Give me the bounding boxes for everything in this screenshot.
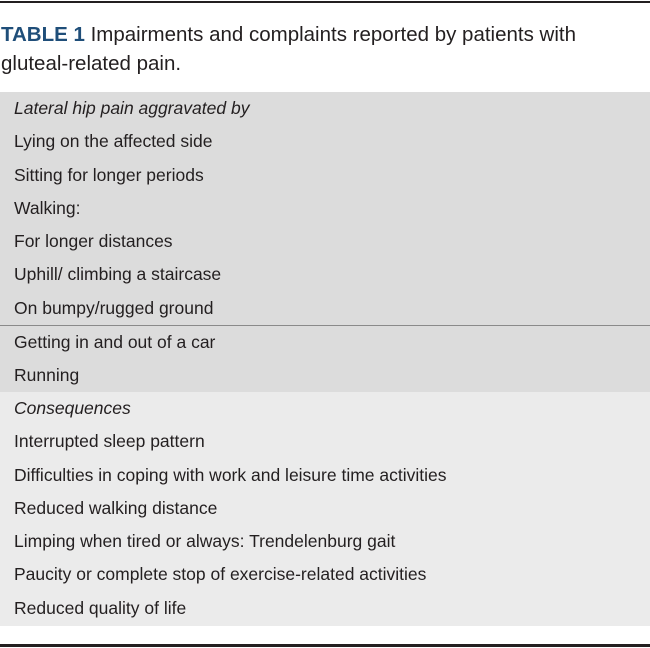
table-row: Lying on the affected side [14,131,213,152]
table-row: Limping when tired or always: Trendelenburg gait [14,531,396,552]
table-top-rule [0,1,650,3]
table-row: Interrupted sleep pattern [14,431,205,452]
section-heading: Lateral hip pain aggravated by [14,98,250,118]
impairments-table [0,92,650,626]
table-row: Running [14,365,80,386]
table-label: TABLE 1 [1,23,85,46]
table-row: Difficulties in coping with work and leisure time activities [14,464,447,485]
section-other-activities [0,325,650,392]
table-row: Reduced walking distance [14,497,218,518]
table-caption [1,20,631,78]
table-row: Reduced quality of life [14,597,187,618]
table-row: Uphill/ climbing a staircase [14,264,222,285]
table-row: On bumpy/rugged ground [14,297,214,318]
table-row: Walking: [14,197,81,218]
table-bottom-rule [0,644,650,647]
table-row: Getting in and out of a car [14,332,216,352]
section-consequences [0,392,650,626]
table-row: Paucity or complete stop of exercise-related activities [14,564,427,585]
section-aggravating-factors [0,92,650,325]
table-title: Impairments and complaints reported by patients with gluteal-related pain. [1,23,577,75]
table-row: For longer distances [14,231,173,252]
section-heading: Consequences [14,398,131,418]
table-row: Sitting for longer periods [14,164,204,185]
